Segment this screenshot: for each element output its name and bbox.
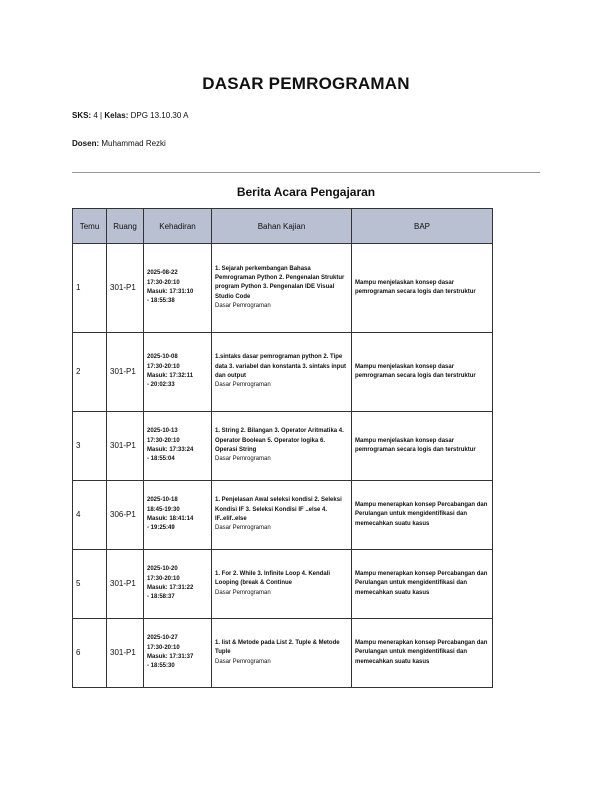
table-row [73,481,493,550]
cell-bahan-kajian [212,333,352,412]
bahan-kajian-course: Dasar Pemrograman [215,658,271,665]
cell-kehadiran: 2025-10-13 17:30-20:10 Masuk: 17:33:24 - 18:55:04 [144,412,212,481]
cell-bahan-kajian [212,412,352,481]
column-header-bahan-kajian: Bahan Kajian [212,209,352,244]
bahan-kajian-topics: 1. For 2. While 3. Infinite Loop 4. Kendali Looping (break & Continue [215,571,331,587]
table-row [73,619,493,688]
bahan-kajian-course: Dasar Pemrograman [215,589,271,596]
separator: | [100,111,103,120]
bahan-kajian-course: Dasar Pemrograman [215,456,271,463]
bahan-kajian-topics: 1. Sejarah perkembangan Bahasa Pemrograman Python 2. Pengenalan Struktur program Python 3. Pengenalan IDE Visual Studio Code [215,265,345,300]
kelas-label: Kelas: [104,111,129,120]
course-info-line [72,111,188,120]
cell-temu: 1 [73,244,107,333]
horizontal-divider [72,172,540,173]
cell-bap: Mampu menjelaskan konsep dasar pemrograman secara logis dan terstruktur [352,412,493,481]
document-title: DASAR PEMROGRAMAN [202,74,410,93]
column-header-ruang: Ruang [107,209,144,244]
cell-temu: 5 [73,550,107,619]
cell-kehadiran: 2025-10-27 17:30-20:10 Masuk: 17:31:37 - 18:55:30 [144,619,212,688]
cell-bap: Mampu menjelaskan konsep dasar pemrograman secara logis dan terstruktur [352,244,493,333]
cell-kehadiran: 2025-08-22 17:30-20:10 Masuk: 17:31:10 - 18:55:38 [144,244,212,333]
cell-temu: 3 [73,412,107,481]
section-title: Berita Acara Pengajaran [236,185,376,199]
lecturer-info-line [72,139,166,148]
table-row [73,244,493,333]
cell-temu: 2 [73,333,107,412]
bahan-kajian-topics: 1. list & Metode pada List 2. Tuple & Metode Tuple [215,640,340,656]
kelas-value: DPG 13.10.30 A [130,111,189,120]
cell-bahan-kajian [212,550,352,619]
cell-ruang: 301-P1 [107,550,144,619]
cell-ruang: 301-P1 [107,412,144,481]
cell-ruang: 301-P1 [107,333,144,412]
sks-label: SKS: [72,111,92,120]
cell-bahan-kajian [212,244,352,333]
cell-kehadiran: 2025-10-08 17:30-20:10 Masuk: 17:32:11 - 20:02:33 [144,333,212,412]
table-row [73,333,493,412]
cell-ruang: 301-P1 [107,244,144,333]
cell-bap: Mampu menjelaskan konsep dasar pemrograman secara logis dan terstruktur [352,333,493,412]
cell-kehadiran: 2025-10-18 18:45-19:30 Masuk: 18:41:14 - 19:25:49 [144,481,212,550]
cell-ruang: 306-P1 [107,481,144,550]
cell-bahan-kajian [212,481,352,550]
cell-temu: 6 [73,619,107,688]
bahan-kajian-course: Dasar Pemrograman [215,382,271,389]
bahan-kajian-topics: 1. Penjelasan Awal seleksi kondisi 2. Seleksi Kondisi IF 3. Seleksi Kondisi IF ..else 4. IF..elif..else [215,497,342,522]
cell-bap: Mampu menerapkan konsep Percabangan dan Perulangan untuk mengidentifikasi dan memecahkan suatu kasus [352,550,493,619]
sks-value: 4 [93,111,98,120]
table-row [73,550,493,619]
cell-bap: Mampu menerapkan konsep Percabangan dan Perulangan untuk mengidentifikasi dan memecahkan suatu kasus [352,619,493,688]
cell-kehadiran: 2025-10-20 17:30-20:10 Masuk: 17:31:22 - 18:58:37 [144,550,212,619]
cell-bap: Mampu menerapkan konsep Percabangan dan Perulangan untuk mengidentifikasi dan memecahkan suatu kasus [352,481,493,550]
column-header-temu: Temu [73,209,107,244]
table-row [73,412,493,481]
bahan-kajian-course: Dasar Pemrograman [215,302,271,309]
bahan-kajian-topics: 1. String 2. Bilangan 3. Operator Aritmatika 4. Operator Boolean 5. Operator logika 6. Operasi String [215,428,344,453]
cell-bahan-kajian [212,619,352,688]
column-header-kehadiran: Kehadiran [144,209,212,244]
cell-temu: 4 [73,481,107,550]
dosen-label: Dosen: [72,139,100,148]
dosen-value: Muhammad Rezki [101,139,166,148]
bahan-kajian-course: Dasar Pemrograman [215,525,271,532]
table-header-row [73,209,493,244]
cell-ruang: 301-P1 [107,619,144,688]
teaching-report-table [72,208,493,688]
column-header-bap: BAP [352,209,493,244]
bahan-kajian-topics: 1.sintaks dasar pemrograman python 2. Tipe data 3. variabel dan konstanta 3. sintaks input dan output [215,354,347,379]
